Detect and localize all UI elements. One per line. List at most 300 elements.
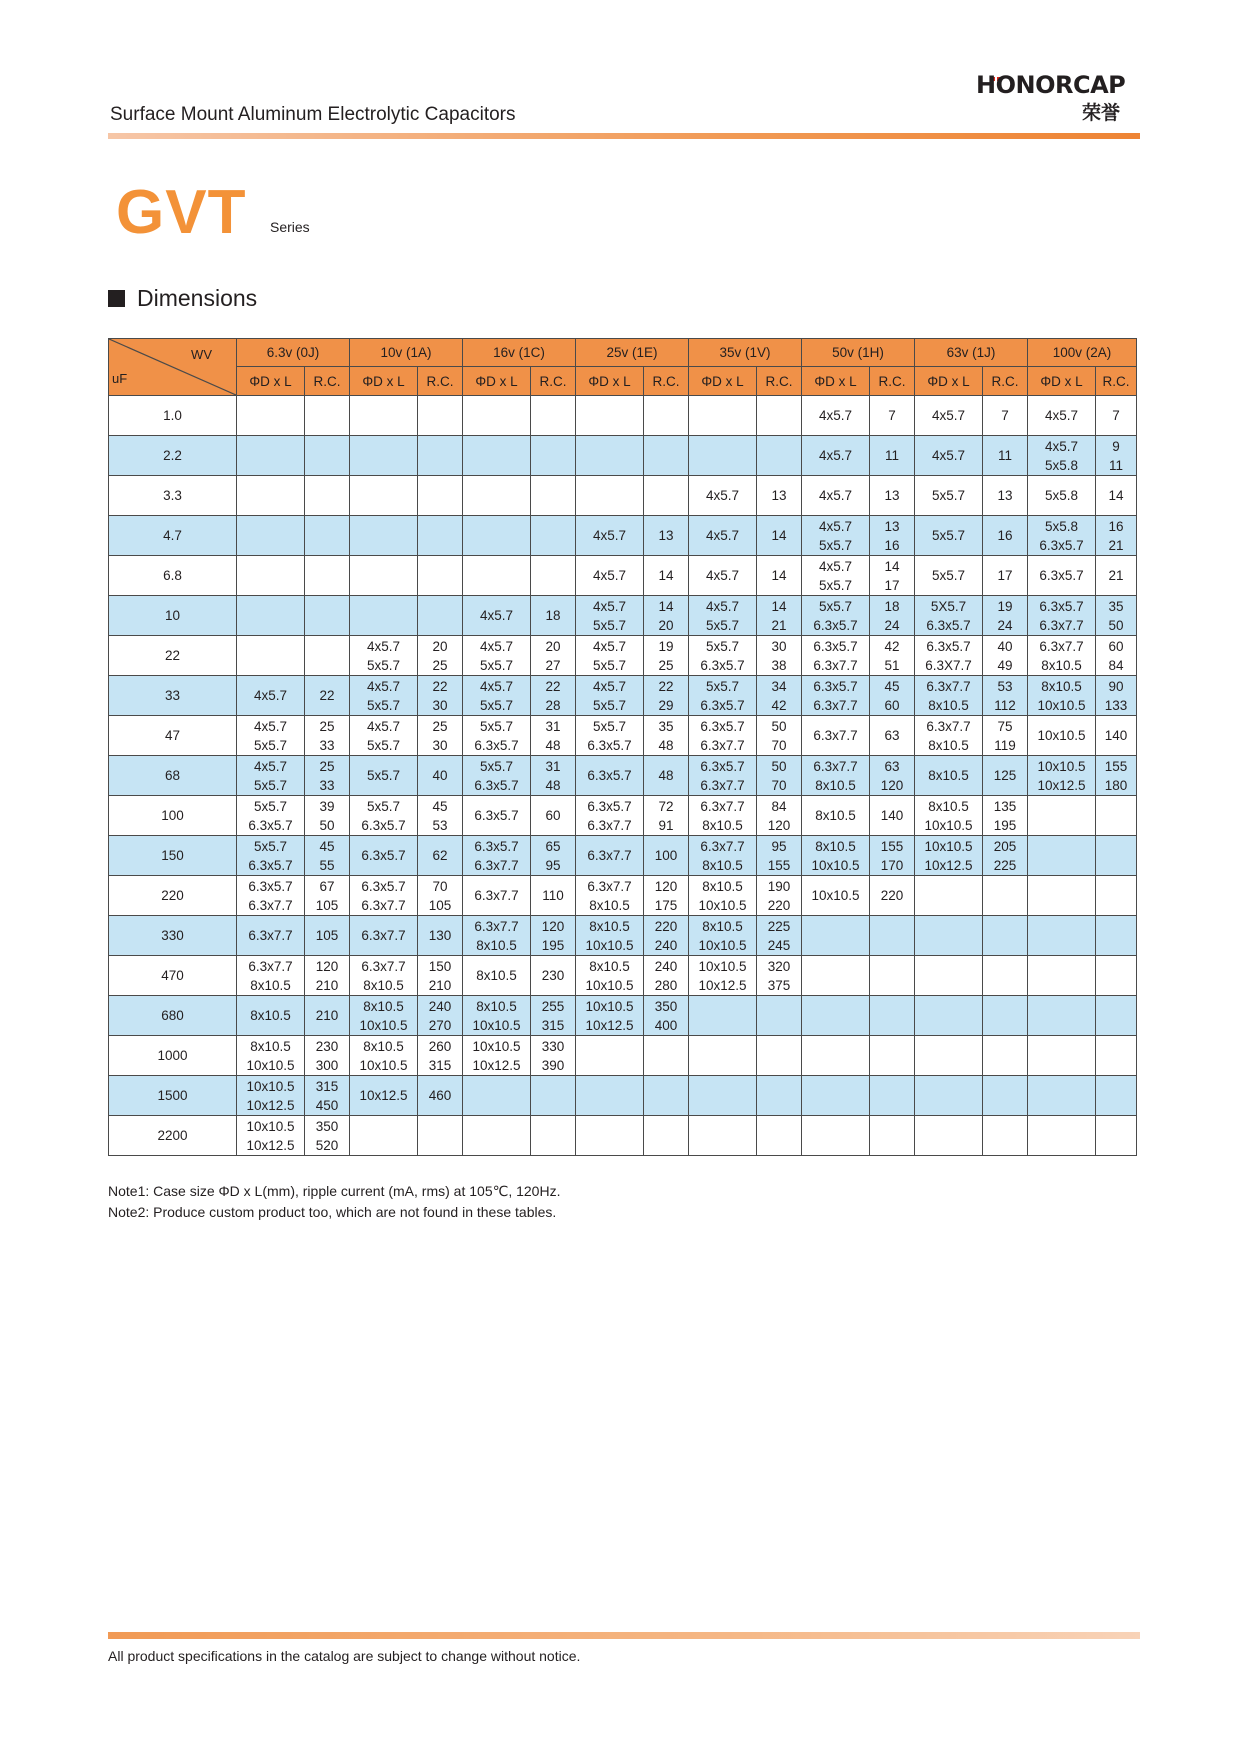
ripple-current-cell <box>644 756 689 796</box>
ripple-current-cell <box>870 596 915 636</box>
capacitance-cell: 6.8 <box>109 556 237 596</box>
ripple-current-cell <box>644 1036 689 1076</box>
ripple-current-value: 50 <box>319 817 335 833</box>
ripple-current-value: 140 <box>880 808 904 823</box>
page-header-title: Surface Mount Aluminum Electrolytic Capacitors <box>110 104 516 125</box>
ripple-current-value: 35 <box>658 718 674 734</box>
case-size-value: 6.3x5.7 <box>474 808 519 823</box>
case-size-value: 6.3x5.7 <box>474 777 519 793</box>
ripple-current-cell <box>757 1076 802 1116</box>
case-size-value: 10x10.5 <box>585 937 634 953</box>
case-size-cell <box>689 676 757 716</box>
case-size-value: 4x5.7 <box>479 608 514 623</box>
case-size-value: 4x5.7 <box>253 718 288 734</box>
ripple-current-cell <box>305 396 350 436</box>
ripple-current-value: 220 <box>654 918 678 934</box>
case-size-value: 6.3x7.7 <box>361 958 406 974</box>
case-size-value: 8x10.5 <box>363 977 404 993</box>
case-size-cell <box>463 1036 531 1076</box>
ripple-current-value: 18 <box>884 598 900 614</box>
case-size-cell <box>350 636 418 676</box>
ripple-current-cell <box>870 436 915 476</box>
ripple-current-value: 210 <box>428 977 452 993</box>
voltage-header: 35v (1V) <box>689 339 802 367</box>
case-size-cell <box>576 796 644 836</box>
case-size-cell <box>576 1076 644 1116</box>
case-size-value: 5x5.7 <box>479 758 514 774</box>
ripple-current-value: 45 <box>432 798 448 814</box>
size-subheader: ΦD x L <box>802 367 870 396</box>
ripple-current-cell <box>644 636 689 676</box>
case-size-value: 5x5.7 <box>253 777 288 793</box>
case-size-value: 4x5.7 <box>593 528 627 543</box>
case-size-value: 6.3x5.7 <box>1039 598 1084 614</box>
table-row <box>109 756 1137 796</box>
ripple-current-cell <box>644 956 689 996</box>
ripple-current-cell <box>983 596 1028 636</box>
ripple-current-value: 45 <box>884 678 900 694</box>
ripple-current-value: 14 <box>1108 488 1124 503</box>
ripple-current-value: 300 <box>315 1057 339 1073</box>
ripple-current-cell <box>757 676 802 716</box>
ripple-current-value: 63 <box>884 758 900 774</box>
ripple-current-value: 315 <box>428 1057 452 1073</box>
case-size-value: 10x12.5 <box>246 1097 295 1113</box>
rc-subheader: R.C. <box>305 367 350 396</box>
case-size-cell <box>802 476 870 516</box>
case-size-cell <box>576 436 644 476</box>
ripple-current-cell <box>644 1116 689 1156</box>
ripple-current-cell <box>1096 596 1137 636</box>
ripple-current-value: 16 <box>884 537 900 553</box>
case-size-cell <box>350 556 418 596</box>
ripple-current-value: 230 <box>315 1038 339 1054</box>
ripple-current-cell <box>983 516 1028 556</box>
ripple-current-cell <box>870 956 915 996</box>
ripple-current-cell <box>531 916 576 956</box>
case-size-value: 5x5.7 <box>593 718 627 734</box>
ripple-current-cell <box>305 636 350 676</box>
case-size-value: 4x5.7 <box>819 558 853 574</box>
case-size-value: 5x5.7 <box>932 568 966 583</box>
ripple-current-cell <box>983 836 1028 876</box>
case-size-value: 10x10.5 <box>924 838 973 854</box>
case-size-value: 10x10.5 <box>585 998 634 1014</box>
case-size-cell <box>237 836 305 876</box>
ripple-current-cell <box>418 836 463 876</box>
ripple-current-value: 48 <box>658 768 674 783</box>
ripple-current-cell <box>644 596 689 636</box>
case-size-cell <box>689 996 757 1036</box>
ripple-current-value: 39 <box>319 798 335 814</box>
case-size-cell <box>237 556 305 596</box>
case-size-cell <box>802 836 870 876</box>
case-size-value: 10x10.5 <box>811 888 860 903</box>
ripple-current-cell <box>644 996 689 1036</box>
ripple-current-cell <box>305 996 350 1036</box>
case-size-cell <box>350 836 418 876</box>
case-size-value: 6.3x5.7 <box>700 697 745 713</box>
ripple-current-value: 195 <box>993 817 1017 833</box>
case-size-cell <box>802 756 870 796</box>
case-size-cell <box>350 676 418 716</box>
case-size-value: 10x10.5 <box>924 817 973 833</box>
ripple-current-value: 11 <box>998 448 1013 463</box>
case-size-cell <box>915 876 983 916</box>
ripple-current-value: 7 <box>1001 408 1009 423</box>
case-size-cell <box>350 756 418 796</box>
ripple-current-cell <box>1096 556 1137 596</box>
case-size-cell <box>350 956 418 996</box>
case-size-value: 6.3x7.7 <box>248 897 293 913</box>
ripple-current-cell <box>983 636 1028 676</box>
ripple-current-value: 65 <box>545 838 561 854</box>
case-size-value: 4x5.7 <box>932 448 966 463</box>
case-size-value: 4x5.7 <box>1045 408 1079 423</box>
ripple-current-cell <box>1096 436 1137 476</box>
ripple-current-value: 133 <box>1104 697 1128 713</box>
table-row <box>109 996 1137 1036</box>
ripple-current-value: 180 <box>1104 777 1128 793</box>
case-size-cell <box>576 396 644 436</box>
case-size-cell <box>237 796 305 836</box>
case-size-cell <box>689 836 757 876</box>
case-size-value: 10x10.5 <box>1037 758 1086 774</box>
brand-logo <box>976 72 1126 122</box>
ripple-current-cell <box>644 556 689 596</box>
ripple-current-cell <box>1096 396 1137 436</box>
ripple-current-value: 42 <box>884 638 900 654</box>
case-size-cell <box>576 836 644 876</box>
ripple-current-value: 48 <box>658 737 674 753</box>
case-size-cell <box>463 1076 531 1116</box>
table-corner-header <box>109 339 237 396</box>
case-size-value: 4x5.7 <box>706 528 740 543</box>
ripple-current-cell <box>983 556 1028 596</box>
case-size-value: 5x5.7 <box>366 768 401 783</box>
ripple-current-value: 330 <box>541 1038 565 1054</box>
table-row <box>109 676 1137 716</box>
ripple-current-cell <box>418 1036 463 1076</box>
case-size-value: 6.3x5.7 <box>813 638 858 654</box>
ripple-current-cell <box>983 1076 1028 1116</box>
case-size-value: 6.3X7.7 <box>925 657 972 673</box>
case-size-cell <box>576 1036 644 1076</box>
case-size-value: 10x10.5 <box>472 1017 521 1033</box>
ripple-current-value: 70 <box>432 878 448 894</box>
case-size-cell <box>350 1116 418 1156</box>
ripple-current-value: 120 <box>541 918 565 934</box>
ripple-current-value: 175 <box>654 897 678 913</box>
capacitance-cell: 220 <box>109 876 237 916</box>
case-size-cell <box>802 636 870 676</box>
ripple-current-cell <box>644 876 689 916</box>
case-size-value: 4x5.7 <box>1045 438 1079 454</box>
ripple-current-value: 31 <box>545 758 561 774</box>
ripple-current-cell <box>644 396 689 436</box>
case-size-cell <box>237 996 305 1036</box>
case-size-cell <box>802 596 870 636</box>
case-size-value: 5x5.7 <box>366 697 401 713</box>
case-size-cell <box>463 1116 531 1156</box>
ripple-current-value: 90 <box>1108 678 1124 694</box>
ripple-current-cell <box>757 1036 802 1076</box>
voltage-header: 63v (1J) <box>915 339 1028 367</box>
ripple-current-cell <box>1096 1076 1137 1116</box>
case-size-cell <box>915 916 983 956</box>
case-size-cell <box>1028 956 1096 996</box>
rc-subheader: R.C. <box>757 367 802 396</box>
case-size-value: 10x10.5 <box>698 897 747 913</box>
ripple-current-cell <box>418 596 463 636</box>
corner-label-uf: uF <box>112 371 128 386</box>
ripple-current-value: 70 <box>771 737 787 753</box>
ripple-current-cell <box>1096 956 1137 996</box>
case-size-value: 10x10.5 <box>698 958 747 974</box>
case-size-value: 10x10.5 <box>246 1057 295 1073</box>
case-size-value: 5X5.7 <box>930 598 967 614</box>
voltage-header: 16v (1C) <box>463 339 576 367</box>
case-size-cell <box>689 1036 757 1076</box>
ripple-current-value: 30 <box>432 737 448 753</box>
ripple-current-value: 460 <box>428 1088 452 1103</box>
ripple-current-cell <box>305 436 350 476</box>
case-size-value: 6.3x5.7 <box>700 758 745 774</box>
ripple-current-cell <box>757 556 802 596</box>
case-size-value: 6.3x7.7 <box>474 918 519 934</box>
case-size-cell <box>237 716 305 756</box>
ripple-current-value: 190 <box>767 878 791 894</box>
ripple-current-cell <box>757 476 802 516</box>
ripple-current-value: 22 <box>319 688 335 703</box>
ripple-current-cell <box>305 836 350 876</box>
ripple-current-cell <box>418 1076 463 1116</box>
ripple-current-cell <box>418 396 463 436</box>
case-size-value: 6.3x7.7 <box>248 928 293 943</box>
case-size-cell <box>463 796 531 836</box>
ripple-current-cell <box>983 396 1028 436</box>
ripple-current-value: 34 <box>771 678 787 694</box>
case-size-value: 10x10.5 <box>1037 728 1086 743</box>
ripple-current-value: 13 <box>884 518 900 534</box>
note-2: Note2: Produce custom product too, which are not found in these tables. <box>108 1204 557 1220</box>
ripple-current-value: 72 <box>658 798 674 814</box>
case-size-cell <box>915 476 983 516</box>
ripple-current-cell <box>531 516 576 556</box>
ripple-current-cell <box>644 916 689 956</box>
ripple-current-value: 280 <box>654 977 678 993</box>
capacitance-cell: 68 <box>109 756 237 796</box>
ripple-current-cell <box>983 756 1028 796</box>
capacitance-cell: 100 <box>109 796 237 836</box>
notes <box>108 1181 560 1223</box>
ripple-current-value: 140 <box>1104 728 1128 743</box>
case-size-value: 4x5.7 <box>253 688 288 703</box>
case-size-cell <box>350 1076 418 1116</box>
ripple-current-cell <box>1096 756 1137 796</box>
ripple-current-cell <box>644 716 689 756</box>
ripple-current-value: 105 <box>315 928 339 943</box>
ripple-current-cell <box>644 796 689 836</box>
case-size-value: 10x10.5 <box>246 1078 295 1094</box>
ripple-current-cell <box>757 876 802 916</box>
ripple-current-cell <box>418 716 463 756</box>
ripple-current-value: 63 <box>884 728 900 743</box>
ripple-current-value: 50 <box>771 718 787 734</box>
ripple-current-value: 20 <box>432 638 448 654</box>
capacitance-cell: 4.7 <box>109 516 237 556</box>
footer-disclaimer: All product specifications in the catalog are subject to change without notice. <box>108 1648 581 1664</box>
ripple-current-value: 27 <box>545 657 561 673</box>
ripple-current-value: 20 <box>658 617 674 633</box>
case-size-value: 6.3x5.7 <box>813 678 858 694</box>
ripple-current-cell <box>757 716 802 756</box>
case-size-value: 10x10.5 <box>246 1118 295 1134</box>
ripple-current-value: 20 <box>545 638 561 654</box>
ripple-current-value: 75 <box>997 718 1013 734</box>
case-size-cell <box>463 996 531 1036</box>
ripple-current-cell <box>531 676 576 716</box>
case-size-value: 5x5.7 <box>479 657 514 673</box>
capacitance-cell: 3.3 <box>109 476 237 516</box>
capacitance-cell: 2200 <box>109 1116 237 1156</box>
size-subheader: ΦD x L <box>237 367 305 396</box>
ripple-current-value: 21 <box>771 617 787 633</box>
ripple-current-value: 45 <box>319 838 335 854</box>
case-size-cell <box>689 796 757 836</box>
case-size-cell <box>689 596 757 636</box>
ripple-current-value: 7 <box>1112 408 1120 423</box>
ripple-current-value: 17 <box>997 568 1013 583</box>
ripple-current-value: 105 <box>428 897 452 913</box>
ripple-current-value: 270 <box>428 1017 452 1033</box>
ripple-current-cell <box>757 436 802 476</box>
case-size-value: 8x10.5 <box>1041 678 1082 694</box>
voltage-header: 50v (1H) <box>802 339 915 367</box>
case-size-cell <box>576 956 644 996</box>
case-size-cell <box>689 396 757 436</box>
ripple-current-value: 13 <box>658 528 674 543</box>
case-size-value: 5x5.8 <box>1045 488 1079 503</box>
ripple-current-value: 110 <box>542 888 564 903</box>
rc-subheader: R.C. <box>418 367 463 396</box>
case-size-cell <box>463 716 531 756</box>
case-size-cell <box>802 516 870 556</box>
ripple-current-value: 120 <box>315 958 339 974</box>
voltage-header: 25v (1E) <box>576 339 689 367</box>
case-size-cell <box>463 956 531 996</box>
capacitance-cell: 680 <box>109 996 237 1036</box>
case-size-value: 6.3x5.7 <box>700 718 745 734</box>
rc-subheader: R.C. <box>870 367 915 396</box>
ripple-current-value: 28 <box>545 697 561 713</box>
case-size-value: 4x5.7 <box>593 568 627 583</box>
case-size-value: 4x5.7 <box>366 678 401 694</box>
case-size-cell <box>463 516 531 556</box>
ripple-current-value: 30 <box>432 697 448 713</box>
ripple-current-value: 240 <box>428 998 452 1014</box>
ripple-current-cell <box>418 916 463 956</box>
ripple-current-cell <box>983 956 1028 996</box>
ripple-current-cell <box>418 996 463 1036</box>
case-size-value: 10x12.5 <box>472 1057 521 1073</box>
ripple-current-cell <box>305 916 350 956</box>
ripple-current-cell <box>870 716 915 756</box>
table-row <box>109 956 1137 996</box>
case-size-value: 5x5.7 <box>706 678 740 694</box>
ripple-current-value: 150 <box>428 958 452 974</box>
case-size-value: 8x10.5 <box>815 838 856 854</box>
ripple-current-cell <box>531 716 576 756</box>
size-subheader: ΦD x L <box>1028 367 1096 396</box>
ripple-current-value: 225 <box>767 918 791 934</box>
case-size-value: 5x5.7 <box>253 737 288 753</box>
ripple-current-cell <box>305 1116 350 1156</box>
ripple-current-value: 220 <box>767 897 791 913</box>
ripple-current-value: 25 <box>319 758 335 774</box>
ripple-current-cell <box>1096 636 1137 676</box>
capacitance-cell: 1500 <box>109 1076 237 1116</box>
case-size-cell <box>1028 1036 1096 1076</box>
case-size-cell <box>689 876 757 916</box>
ripple-current-value: 50 <box>1108 617 1124 633</box>
ripple-current-cell <box>305 716 350 756</box>
ripple-current-cell <box>870 996 915 1036</box>
case-size-cell <box>576 636 644 676</box>
ripple-current-value: 16 <box>1108 518 1124 534</box>
case-size-value: 10x10.5 <box>585 977 634 993</box>
case-size-value: 5x5.7 <box>593 617 627 633</box>
rc-subheader: R.C. <box>644 367 689 396</box>
ripple-current-cell <box>305 476 350 516</box>
case-size-cell <box>802 1076 870 1116</box>
ripple-current-value: 53 <box>997 678 1013 694</box>
size-subheader: ΦD x L <box>463 367 531 396</box>
ripple-current-value: 350 <box>315 1118 339 1134</box>
ripple-current-cell <box>757 1116 802 1156</box>
case-size-cell <box>237 676 305 716</box>
case-size-value: 6.3x7.7 <box>700 737 745 753</box>
ripple-current-value: 315 <box>315 1078 339 1094</box>
ripple-current-cell <box>870 636 915 676</box>
case-size-cell <box>576 876 644 916</box>
case-size-value: 8x10.5 <box>250 1008 291 1023</box>
case-size-cell <box>915 636 983 676</box>
case-size-cell <box>350 796 418 836</box>
ripple-current-cell <box>644 476 689 516</box>
ripple-current-cell <box>983 436 1028 476</box>
case-size-value: 10x10.5 <box>698 937 747 953</box>
case-size-value: 4x5.7 <box>593 678 627 694</box>
table-row <box>109 916 1137 956</box>
ripple-current-cell <box>531 876 576 916</box>
case-size-cell <box>237 1076 305 1116</box>
ripple-current-value: 13 <box>771 488 787 503</box>
case-size-cell <box>576 916 644 956</box>
case-size-cell <box>463 556 531 596</box>
case-size-value: 10x12.5 <box>698 977 747 993</box>
capacitance-cell: 47 <box>109 716 237 756</box>
ripple-current-cell <box>644 516 689 556</box>
case-size-cell <box>576 756 644 796</box>
case-size-value: 6.3x5.7 <box>248 857 293 873</box>
case-size-value: 4x5.7 <box>819 408 853 423</box>
ripple-current-cell <box>644 836 689 876</box>
ripple-current-value: 13 <box>884 488 900 503</box>
ripple-current-cell <box>757 836 802 876</box>
case-size-cell <box>689 436 757 476</box>
case-size-value: 6.3x5.7 <box>587 798 632 814</box>
